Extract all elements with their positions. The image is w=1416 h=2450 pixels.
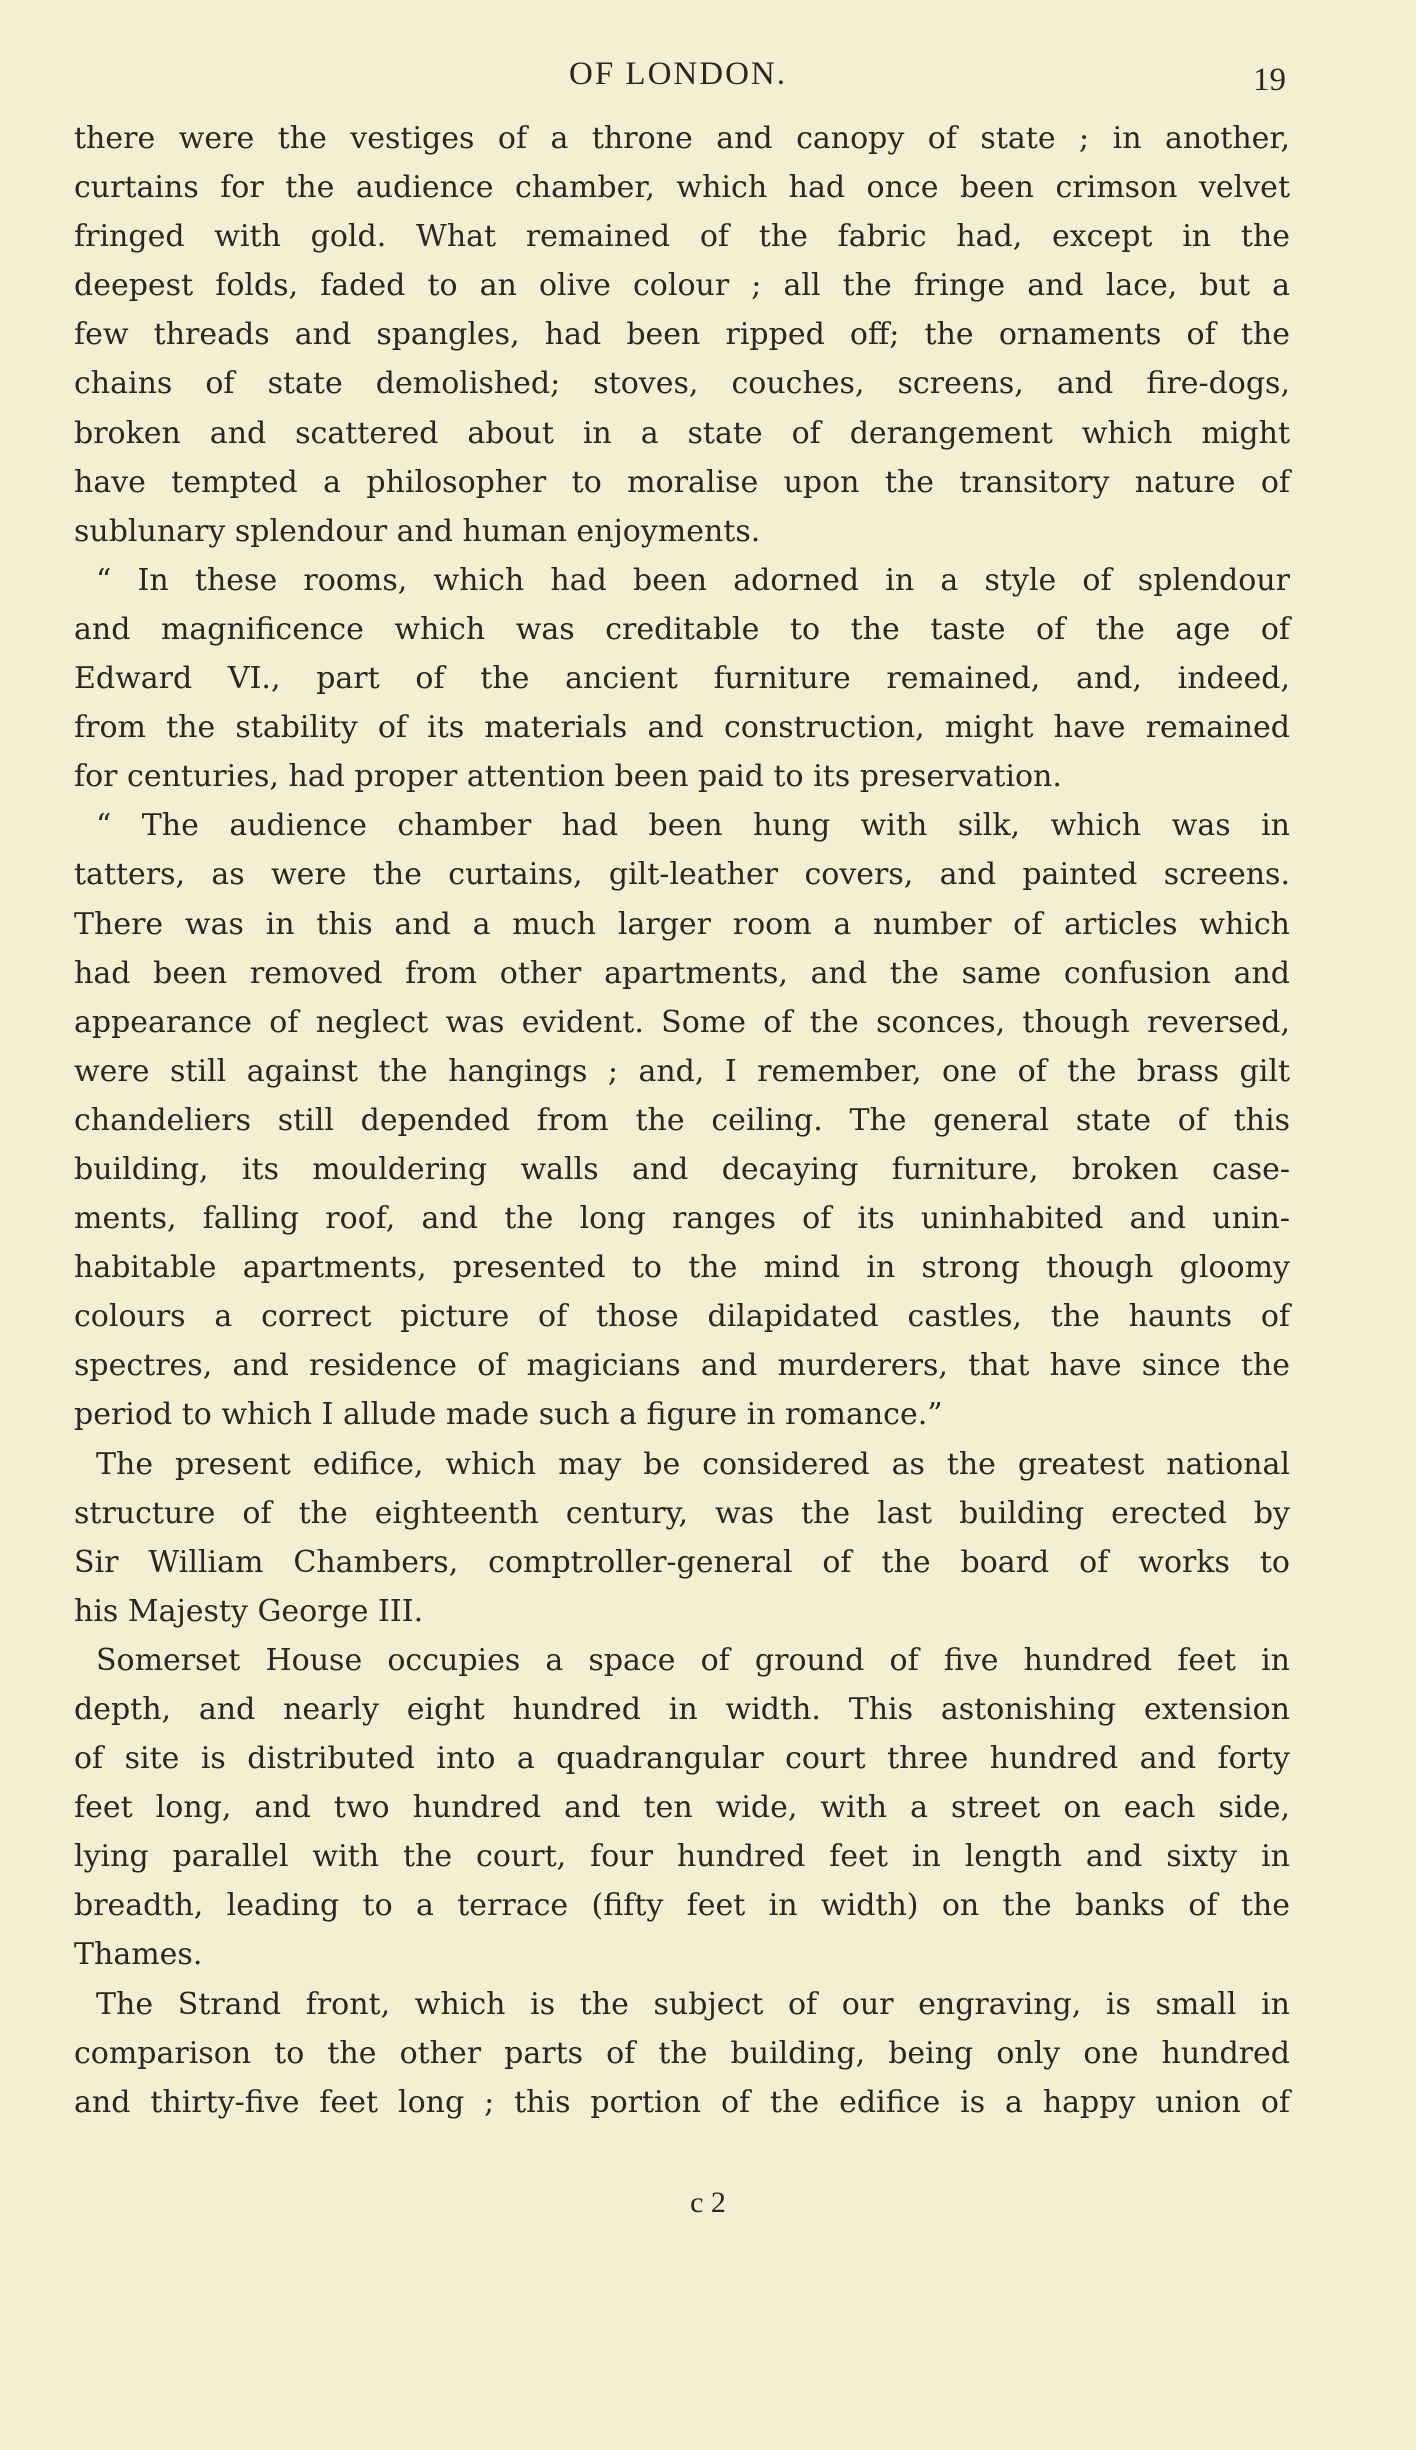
text-line: ments, falling roof, and the long ranges of its uninhabited and unin- — [74, 1201, 1290, 1237]
text-line: comparison to the other parts of the building, being only one hundred — [74, 2035, 1290, 2071]
text-line: and thirty-five feet long ; this portion of the edifice is a happy union of — [74, 2084, 1290, 2120]
text-line: building, its mouldering walls and decaying furniture, broken case- — [74, 1151, 1290, 1187]
signature-mark: c 2 — [690, 2186, 726, 2219]
text-line: appearance of neglect was evident. Some of the sconces, though reversed, — [74, 1004, 1290, 1040]
text-line: there were the vestiges of a throne and canopy of state ; in another, — [74, 121, 1290, 156]
text-line: There was in this and a much larger room a number of articles which — [74, 906, 1290, 942]
text-line: chandeliers still depended from the ceiling. The general state of this — [74, 1102, 1290, 1138]
text-line: depth, and nearly eight hundred in width. This astonishing extension — [74, 1692, 1290, 1727]
text-line: breadth, leading to a terrace (fifty feet in width) on the banks of the — [74, 1888, 1290, 1924]
text-line: had been removed from other apartments, and the same confusion and — [74, 955, 1290, 991]
text-line: “ In these rooms, which had been adorned in a style of splendour — [96, 562, 1290, 598]
text-line: Edward VI., part of the ancient furniture remained, and, indeed, — [74, 661, 1290, 697]
running-head — [70, 52, 1286, 96]
text-line: deepest folds, faded to an olive colour ; all the fringe and lace, but a — [74, 268, 1290, 304]
text-line: lying parallel with the court, four hundred feet in length and sixty in — [74, 1839, 1290, 1875]
text-line: Thames. — [74, 1937, 203, 1973]
page-number: 19 — [1253, 62, 1286, 98]
text-line: tatters, as were the curtains, gilt-leather covers, and painted screens. — [74, 857, 1290, 893]
text-line: curtains for the audience chamber, which had once been crimson velvet — [74, 170, 1290, 206]
text-line: Somerset House occupies a space of ground of five hundred feet in — [96, 1642, 1290, 1678]
text-line: colours a correct picture of those dilapidated castles, the haunts of — [74, 1299, 1290, 1335]
text-line: for centuries, had proper attention been paid to its preservation. — [74, 759, 1062, 795]
text-line: sublunary splendour and human enjoyments. — [74, 513, 761, 549]
text-line: chains of state demolished; stoves, couches, screens, and fire-dogs, — [74, 366, 1290, 402]
text-line: Sir William Chambers, comptroller-general of the board of works to — [74, 1544, 1290, 1580]
text-line: broken and scattered about in a state of derangement which might — [74, 415, 1290, 451]
text-line: were still against the hangings ; and, I remember, one of the brass gilt — [74, 1053, 1290, 1089]
running-title: OF LONDON. — [569, 56, 787, 92]
body-text — [74, 114, 1290, 2127]
text-line: period to which I allude made such a figure in romance.” — [74, 1397, 943, 1433]
text-line: have tempted a philosopher to moralise upon the transitory nature of — [74, 464, 1290, 500]
text-line: The Strand front, which is the subject of our engraving, is small in — [96, 1986, 1290, 2022]
text-line: of site is distributed into a quadrangular court three hundred and forty — [74, 1741, 1290, 1777]
text-line: from the stability of its materials and construction, might have remained — [74, 710, 1290, 746]
text-line: “ The audience chamber had been hung with silk, which was in — [96, 808, 1290, 844]
text-line: fringed with gold. What remained of the fabric had, except in the — [74, 219, 1290, 255]
text-line: spectres, and residence of magicians and murderers, that have since the — [74, 1348, 1290, 1384]
text-line: The present edifice, which may be considered as the greatest national — [96, 1446, 1290, 1482]
text-line: his Majesty George III. — [74, 1593, 424, 1629]
text-line: habitable apartments, presented to the mind in strong though gloomy — [74, 1250, 1290, 1286]
text-line: feet long, and two hundred and ten wide, with a street on each side, — [74, 1790, 1290, 1826]
text-line: structure of the eighteenth century, was the last building erected by — [74, 1495, 1290, 1531]
text-line: few threads and spangles, had been ripped off; the ornaments of the — [74, 317, 1290, 353]
text-line: and magnificence which was creditable to the taste of the age of — [74, 611, 1290, 647]
